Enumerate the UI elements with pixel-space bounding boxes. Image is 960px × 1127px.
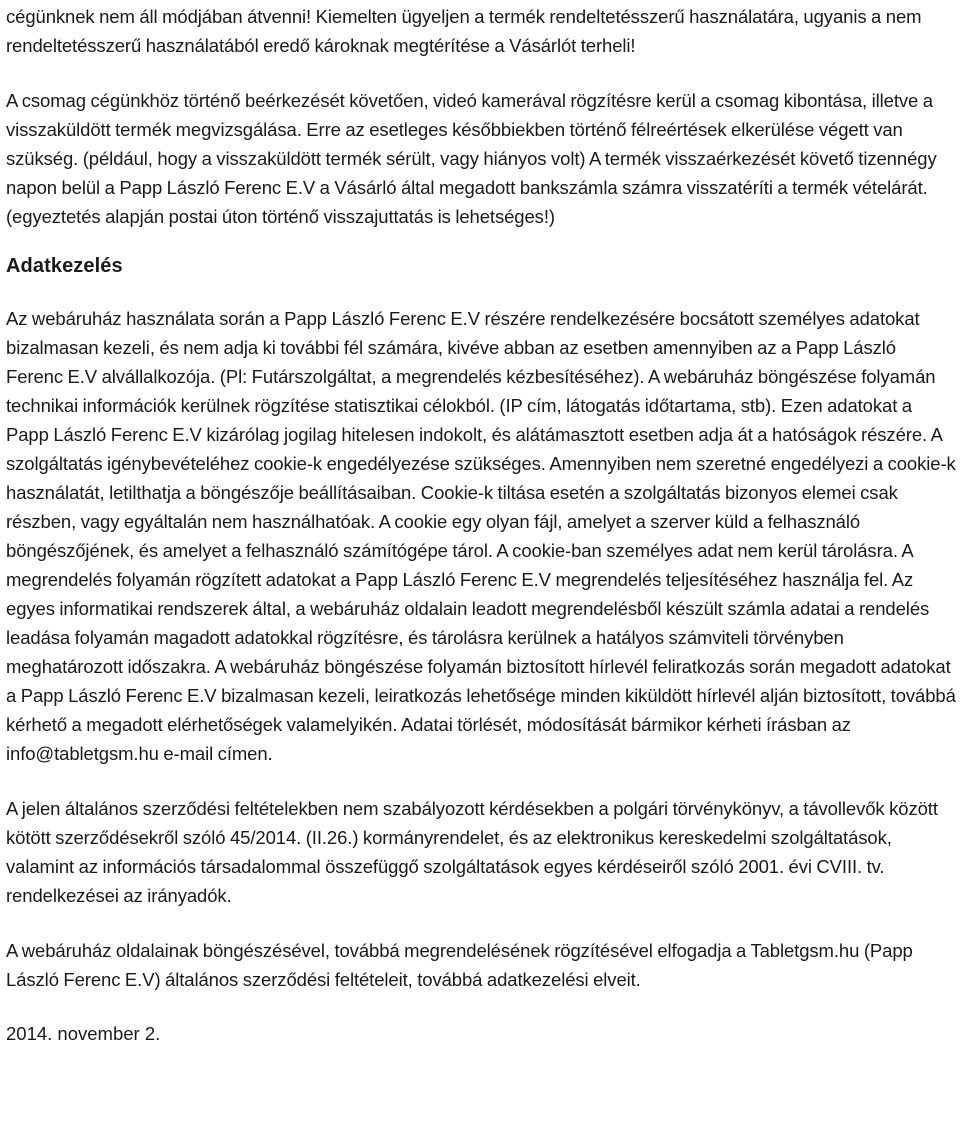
document-page	[6, 2, 956, 1048]
document-date: 2014. november 2.	[6, 1023, 161, 1044]
return-policy-paragraph: A csomag cégünkhöz történő beérkezését követően, videó kamerával rögzítésre kerül a csomag kibontása, illetve a visszaküldött termék megvizsgálása. Erre az esetleges későbbiekben történő félreértések elkerülése végett van szükség. (például, hogy a visszaküldött termék sérült, vagy hiányos volt) A termék visszaérkezését követő tizennégy napon belül a Papp László Ferenc E.V a Vásárló által megadott bankszámla számra visszatéríti a termék vételárát. (egyeztetés alapján postai úton történő visszajuttatás is lehetséges!)	[6, 90, 937, 227]
data-handling-paragraph: Az webáruház használata során a Papp László Ferenc E.V részére rendelkezésére bocsátott személyes adatokat bizalmasan kezeli, és nem adja ki további fél számára, kivéve abban az esetben amennyiben az a Papp László Ferenc E.V alvállalkozója. (Pl: Futárszolgáltat, a megrendelés kézbesítéséhez). A webáruház böngészése folyamán technikai információk kerülnek rögzítése statisztikai célokból. (IP cím, látogatás időtartama, stb). Ezen adatokat a Papp László Ferenc E.V kizárólag jogilag hitelesen indokolt, és alátámasztott esetben adja át a hatóságok részére. A szolgáltatás igénybevételéhez cookie-k engedélyezése szükséges. Amennyiben nem szeretné engedélyezi a cookie-k használatát, letilthatja a böngészője beállításaiban. Cookie-k tiltása esetén a szolgáltatás bizonyos elemei csak részben, vagy egyáltalán nem használhatóak. A cookie egy olyan fájl, amelyet a szerver küld a felhasználó böngészőjének, és amelyet a felhasználó számítógépe tárol. A cookie-ban személyes adat nem kerül tárolásra. A megrendelés folyamán rögzített adatokat a Papp László Ferenc E.V megrendelés teljesítéséhez használja fel. Az egyes informatikai rendszerek által, a webáruház oldalain leadott megrendelésből készült számla adatai a rendelés leadása folyamán magadott adatokkal rögzítésre, és tárolásra kerülnek a hatályos számviteli törvényben meghatározott időszakra. A webáruház böngészése folyamán biztosított hírlevél feliratkozás során megadott adatokat a Papp László Ferenc E.V bizalmasan kezeli, leiratkozás lehetősége minden kiküldött hírlevél alján biztosított, továbbá kérhető a megadott elérhetőségek valamelyikén. Adatai törlését, módosítását bármikor kérheti írásban az info@tabletgsm.hu e-mail címen.	[6, 308, 956, 764]
section-heading-data-handling: Adatkezelés	[6, 255, 123, 277]
governing-law-paragraph: A jelen általános szerződési feltételekben nem szabályozott kérdésekben a polgári törvénykönyv, a távollevők között kötött szerződésekről szóló 45/2014. (II.26.) kormányrendelet, és az elektronikus kereskedelmi szolgáltatások, valamint az információs társadalommal összefüggő szolgáltatások egyes kérdéseiről szóló 2001. évi CVIII. tv. rendelkezései az irányadók.	[6, 798, 938, 906]
intro-paragraph: cégünknek nem áll módjában átvenni! Kiemelten ügyeljen a termék rendeltetésszerű használatára, ugyanis a nem rendeltetésszerű használatából eredő károknak megtérítése a Vásárlót terheli!	[6, 6, 922, 56]
acceptance-paragraph: A webáruház oldalainak böngészésével, továbbá megrendelésének rögzítésével elfogadja a Tabletgsm.hu (Papp László Ferenc E.V) általános szerződési feltételeit, továbbá adatkezelési elveit.	[6, 940, 913, 990]
